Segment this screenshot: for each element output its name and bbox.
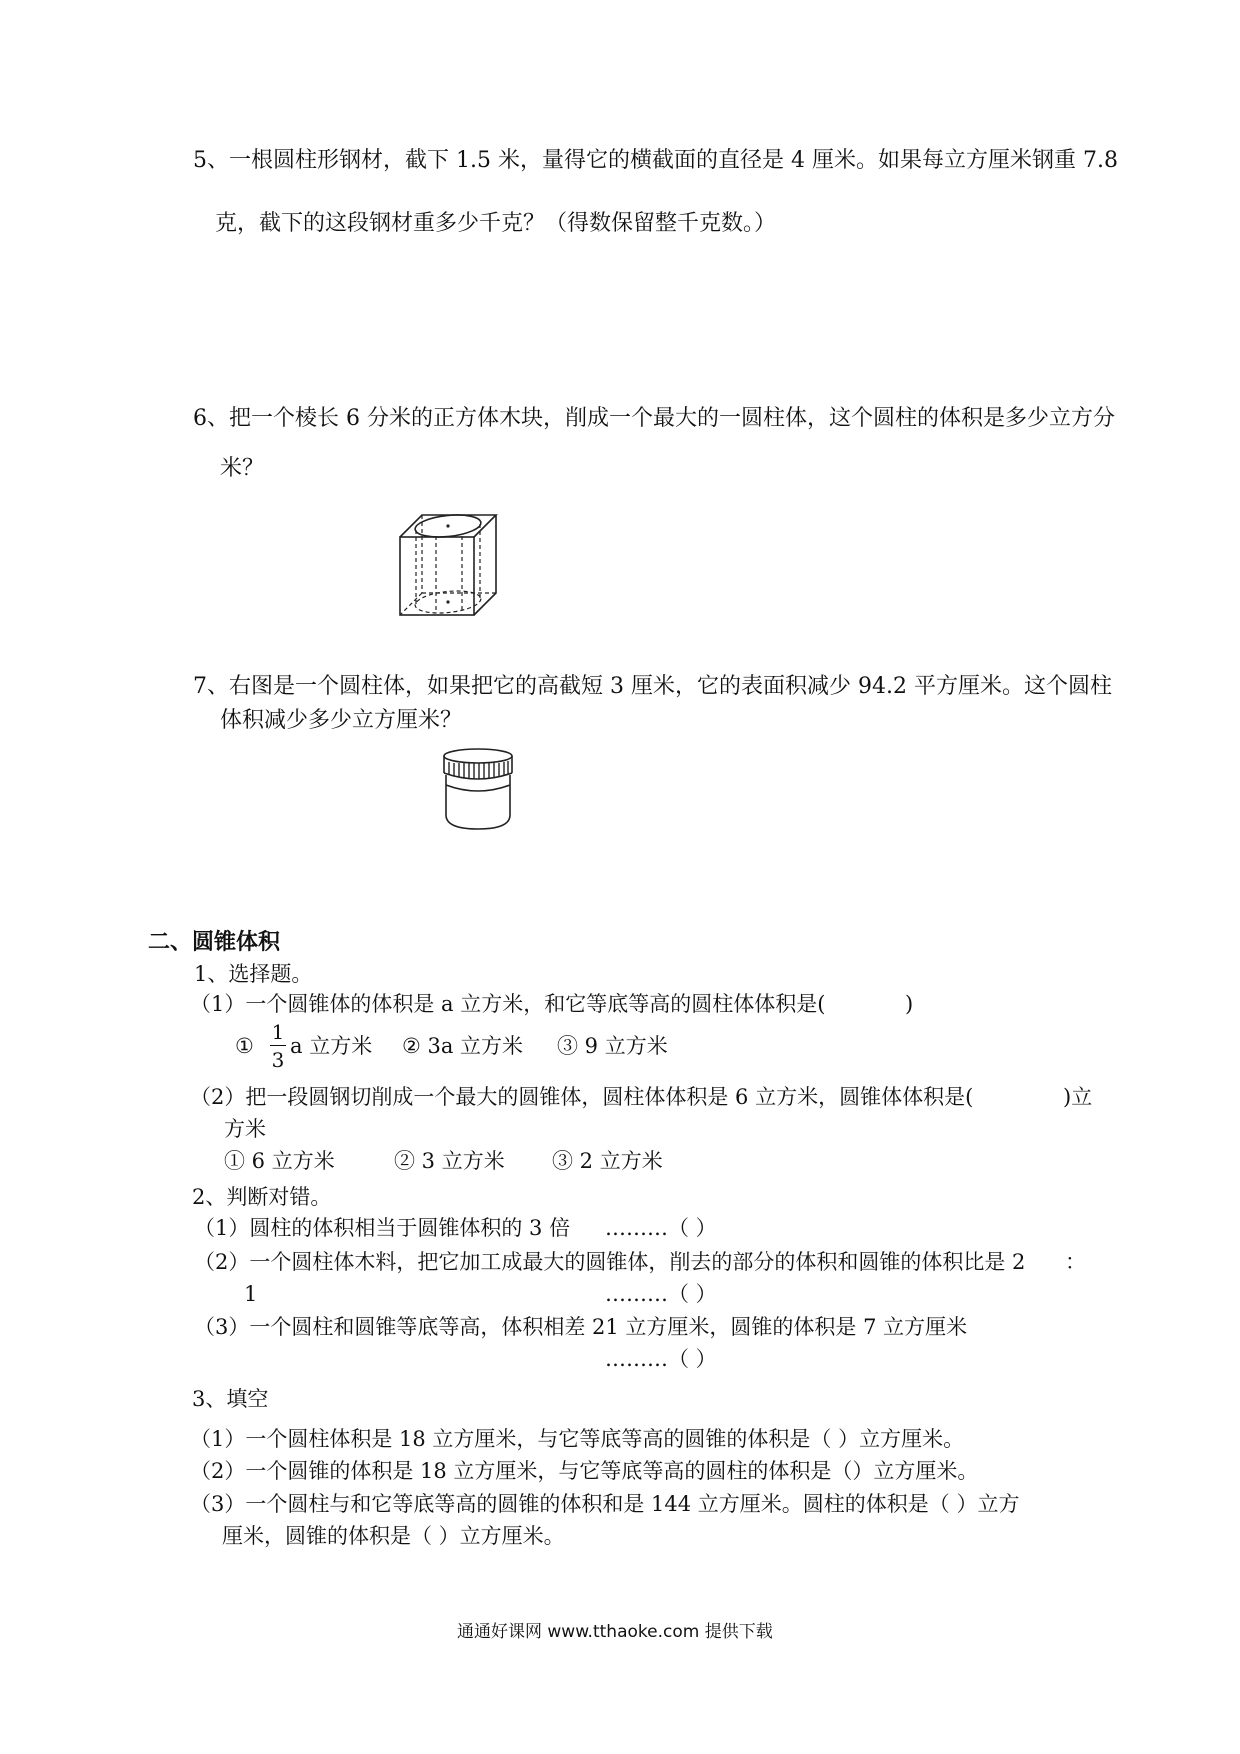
judge2: （2）一个圆柱体木料，把它加工成最大的圆锥体，削去的部分的体积和圆锥的体积比是 2	[194, 1250, 1026, 1274]
fraction-numerator: 1	[271, 1020, 285, 1044]
q5-line2: 克，截下的这段钢材重多少千克？（得数保留整千克数。）	[215, 211, 777, 236]
q5-line1: 5、一根圆柱形钢材，截下 1.5 米，量得它的横截面的直径是 4 厘米。如果每立方厘米钢重 7.8	[193, 148, 1118, 173]
fill1: （1）一个圆柱体积是 18 立方厘米，与它等底等高的圆锥的体积是（ ）立方厘米。	[190, 1427, 965, 1451]
fill3-line2: 厘米，圆锥的体积是（ ）立方厘米。	[222, 1524, 565, 1548]
judge2-line2: 1	[244, 1282, 258, 1306]
q7-line1: 7、右图是一个圆柱体，如果把它的高截短 3 厘米，它的表面积减少 94.2 平方厘米。这个圆柱	[193, 674, 1112, 699]
choice2-stem: （2）把一段圆钢切削成一个最大的圆锥体，圆柱体体积是 6 立方米，圆锥体体积是(	[190, 1085, 974, 1109]
q6-line2: 米？	[220, 456, 265, 481]
judge1-blank: ………（ ）	[605, 1216, 717, 1240]
q7-line2: 体积减少多少立方厘米？	[220, 708, 463, 733]
fill-title: 3、填空	[192, 1387, 269, 1411]
choice2-option2: ② 3 立方米	[394, 1149, 505, 1173]
choice2-option1: ① 6 立方米	[224, 1149, 335, 1173]
cube-cylinder-figure	[398, 512, 498, 618]
judge2-colon: ：	[1065, 1250, 1086, 1274]
choice1-stem: （1）一个圆锥体的体积是 a 立方米，和它等底等高的圆柱体体积是(	[190, 992, 826, 1016]
footer-credit: 通通好课网 www.tthaoke.com 提供下载	[457, 1622, 773, 1642]
q6-line1: 6、把一个棱长 6 分米的正方体木块，削成一个最大的一圆柱体，这个圆柱的体积是多少立方分	[193, 406, 1115, 431]
choice1-option2: ② 3a 立方米	[402, 1034, 524, 1058]
jar-cylinder-figure	[441, 745, 519, 831]
fraction-bar	[270, 1045, 286, 1046]
fill3-line1: （3）一个圆柱与和它等底等高的圆锥的体积和是 144 立方厘米。圆柱的体积是（ ）立方	[190, 1492, 1020, 1516]
choice2-stem-line2: 方米	[224, 1117, 266, 1141]
judge2-blank: ………（ ）	[605, 1282, 717, 1306]
choice1-option1-text: a 立方米	[290, 1034, 373, 1058]
judge1: （1）圆柱的体积相当于圆锥体积的 3 倍	[194, 1216, 571, 1240]
choice1-option3: ③ 9 立方米	[557, 1034, 668, 1058]
choice2-option3: ③ 2 立方米	[552, 1149, 663, 1173]
judge-title: 2、判断对错。	[192, 1185, 332, 1209]
fraction-denominator: 3	[271, 1048, 285, 1072]
judge3-blank: ………（ ）	[605, 1347, 717, 1371]
choice-title: 1、选择题。	[194, 962, 313, 986]
section-heading: 二、圆锥体积	[148, 930, 281, 955]
fill2: （2）一个圆锥的体积是 18 立方厘米，与它等底等高的圆柱的体积是（）立方厘米。	[190, 1459, 979, 1483]
judge3: （3）一个圆柱和圆锥等底等高，体积相差 21 立方厘米，圆锥的体积是 7 立方厘米	[194, 1315, 968, 1339]
choice2-stem-close: )立	[1063, 1085, 1093, 1109]
choice1-option1-mark: ①	[235, 1034, 254, 1058]
choice1-stem-close: )	[905, 992, 914, 1016]
